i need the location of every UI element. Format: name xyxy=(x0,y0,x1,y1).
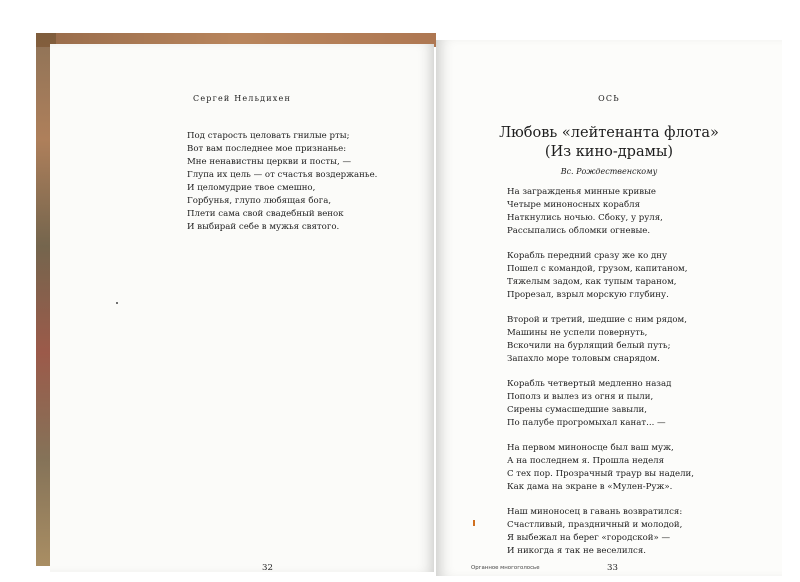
poem-line: Мне ненавистны церкви и посты, — xyxy=(187,157,352,167)
poem-line: С тех пор. Прозрачный траур вы надели, xyxy=(507,469,695,479)
poem-line: По палубе прогромыхал канат... — xyxy=(507,418,666,428)
stanza xyxy=(507,378,694,430)
margin-mark xyxy=(473,520,475,526)
poem-line: Корабль четвертый медленно назад xyxy=(507,379,672,389)
poem-line: Наткнулись ночью. Сбоку, у руля, xyxy=(507,213,663,223)
poem-title: Любовь «лейтенанта флота» xyxy=(499,125,719,141)
poem-line: Тяжелым задом, как тупым тараном, xyxy=(507,277,677,287)
stanza xyxy=(507,442,694,494)
poem-line: Сирены сумасшедшие завыли, xyxy=(507,405,647,415)
poem-line: Счастливый, праздничный и молодой, xyxy=(507,520,683,530)
stanza xyxy=(507,250,694,302)
poem-subtitle: (Из кино-драмы) xyxy=(544,144,674,160)
poem-line: Пошел с командой, грузом, капитаном, xyxy=(507,264,688,274)
footer-note: Органное многоголосье xyxy=(471,565,540,571)
poem-line: Наш миноносец в гавань возвратился: xyxy=(507,507,683,517)
poem-line: Я выбежал на берег «городской» — xyxy=(507,533,671,543)
poem-line: Четыре миноносных корабля xyxy=(507,200,641,210)
poem-line: Машины не успели повернуть, xyxy=(507,328,648,338)
poem-line: Пополз и вылез из огня и пыли, xyxy=(507,392,654,402)
dedication: Вс. Рождественскому xyxy=(560,167,658,176)
poem-line: Второй и третий, шедшие с ним рядом, xyxy=(507,315,687,325)
poem-line: Вскочили на бурлящий белый путь; xyxy=(507,341,671,351)
stanza xyxy=(507,506,694,558)
left-page-number: 32 xyxy=(262,563,273,573)
left-page xyxy=(50,44,434,572)
speck xyxy=(116,302,118,304)
poem-line: На первом миноносце был ваш муж, xyxy=(507,443,674,453)
right-running-head: ОСЬ xyxy=(598,94,620,103)
poem-line: Как дама на экране в «Мулен-Руж». xyxy=(507,482,673,492)
poem-line: На загражденья минные кривые xyxy=(507,187,657,197)
poem-line: Рассыпались обломки огневые. xyxy=(507,226,651,236)
poem-line: И выбирай себе в мужья святого. xyxy=(187,222,340,232)
poem-line: Корабль передний сразу же ко дну xyxy=(507,251,668,261)
left-running-head: Сергей Нельдихен xyxy=(193,94,291,103)
poem-line: И никогда я так не веселился. xyxy=(507,546,646,556)
poem-line: Плети сама свой свадебный венок xyxy=(187,209,344,219)
poem-line: Глупа их цель — от счастья воздержанье. xyxy=(187,170,378,180)
poem-line: Запахло море толовым снарядом. xyxy=(507,354,660,364)
stanza xyxy=(507,314,694,366)
right-poem xyxy=(507,186,694,570)
poem-line: Под старость целовать гнилые рты; xyxy=(187,131,350,141)
left-poem xyxy=(187,130,377,234)
poem-line: Вот вам последнее мое признанье: xyxy=(187,144,347,154)
right-page-number: 33 xyxy=(607,563,618,573)
poem-line: Горбунья, глупо любящая бога, xyxy=(187,196,332,206)
poem-line: Прорезал, взрыл морскую глубину. xyxy=(507,290,669,300)
stanza xyxy=(507,186,694,238)
poem-line: И целомудрие твое смешно, xyxy=(187,183,316,193)
poem-line: А на последнем я. Прошла неделя xyxy=(507,456,665,466)
